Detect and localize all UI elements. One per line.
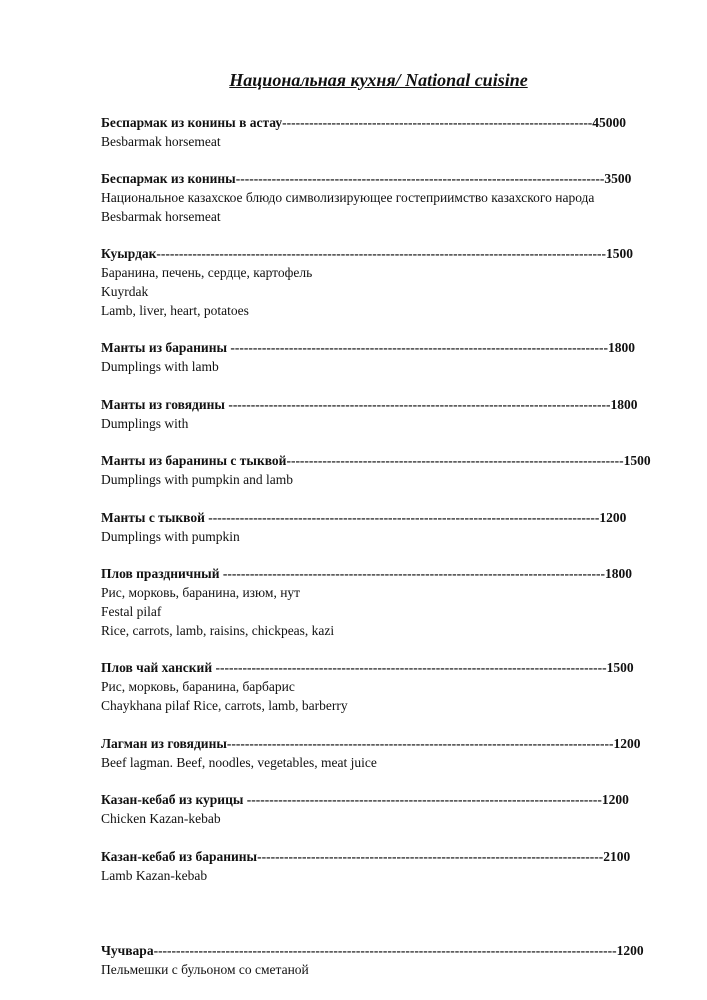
menu-item-description: Dumplings with (101, 416, 189, 431)
menu-item-description: Dumplings with pumpkin (101, 529, 240, 544)
menu-item-description: Besbarmak horsemeat (101, 209, 221, 224)
menu-item-description: Рис, морковь, баранина, барбарис (101, 679, 295, 694)
menu-item-heading: Чучвара-------------------------------------------------------------------------------------------------------1200 (101, 943, 644, 958)
menu-item (101, 791, 701, 828)
menu-item-description: Lamb Kazan-kebab (101, 868, 208, 883)
menu-item-heading: Казан-кебаб из курицы -------------------------------------------------------------------------------1200 (101, 792, 629, 807)
menu-item (101, 509, 701, 546)
menu-item-heading: Куырдак----------------------------------------------------------------------------------------------------1500 (101, 246, 633, 261)
menu-item-heading: Казан-кебаб из баранины-----------------------------------------------------------------------------2100 (101, 849, 631, 864)
menu-item-description: Lamb, liver, heart, potatoes (101, 303, 249, 318)
menu-item-description: Chicken Kazan-kebab (101, 811, 221, 826)
menu-item-description: Пельмешки с бульоном со сметаной (101, 962, 309, 977)
menu-item (101, 452, 701, 489)
menu-item-description: Festal pilaf (101, 604, 162, 619)
menu-item-heading: Беспармак из конины в астау---------------------------------------------------------------------45000 (101, 115, 627, 130)
menu-item-heading: Плов праздничный -------------------------------------------------------------------------------------1800 (101, 566, 632, 581)
menu-item (101, 396, 701, 433)
menu-item-heading: Манты из баранины с тыквой---------------------------------------------------------------------------1500 (101, 453, 651, 468)
menu-item-description: Рис, морковь, баранина, изюм, нут (101, 585, 301, 600)
menu-item-description: Besbarmak horsemeat (101, 134, 221, 149)
menu-item-description: Dumplings with pumpkin and lamb (101, 472, 293, 487)
menu-item (101, 659, 701, 715)
menu-item (101, 848, 701, 885)
menu-item (101, 565, 701, 640)
menu-item-heading: Плов чай ханский ---------------------------------------------------------------------------------------1500 (101, 660, 634, 675)
menu-item (101, 942, 701, 979)
menu-item-heading: Манты из говядины -------------------------------------------------------------------------------------1800 (101, 397, 638, 412)
menu-item-description: Баранина, печень, сердце, картофель (101, 265, 313, 280)
menu-item (101, 245, 701, 320)
menu-item-description: Национальное казахское блюдо символизирующее гостеприимство казахского народа (101, 190, 595, 205)
menu-item-description: Kuyrdak (101, 284, 149, 299)
menu-item-description: Beef lagman. Beef, noodles, vegetables, meat juice (101, 755, 377, 770)
menu-item-description: Rice, carrots, lamb, raisins, chickpeas, kazi (101, 623, 335, 638)
menu-item-heading: Манты с тыквой ---------------------------------------------------------------------------------------1200 (101, 510, 627, 525)
menu-item-heading: Беспармак из конины----------------------------------------------------------------------------------3500 (101, 171, 632, 186)
menu-item-description: Chaykhana pilaf Rice, carrots, lamb, barberry (101, 698, 348, 713)
menu-item (101, 170, 701, 226)
menu-item (101, 735, 701, 772)
menu-item-heading: Манты из баранины ------------------------------------------------------------------------------------1800 (101, 340, 636, 355)
menu-item-heading: Лагман из говядины--------------------------------------------------------------------------------------1200 (101, 736, 641, 751)
page-title: Национальная кухня/ National cuisine (229, 70, 528, 90)
menu-item-description: Dumplings with lamb (101, 359, 219, 374)
menu-item (101, 114, 701, 151)
menu-item (101, 339, 701, 376)
